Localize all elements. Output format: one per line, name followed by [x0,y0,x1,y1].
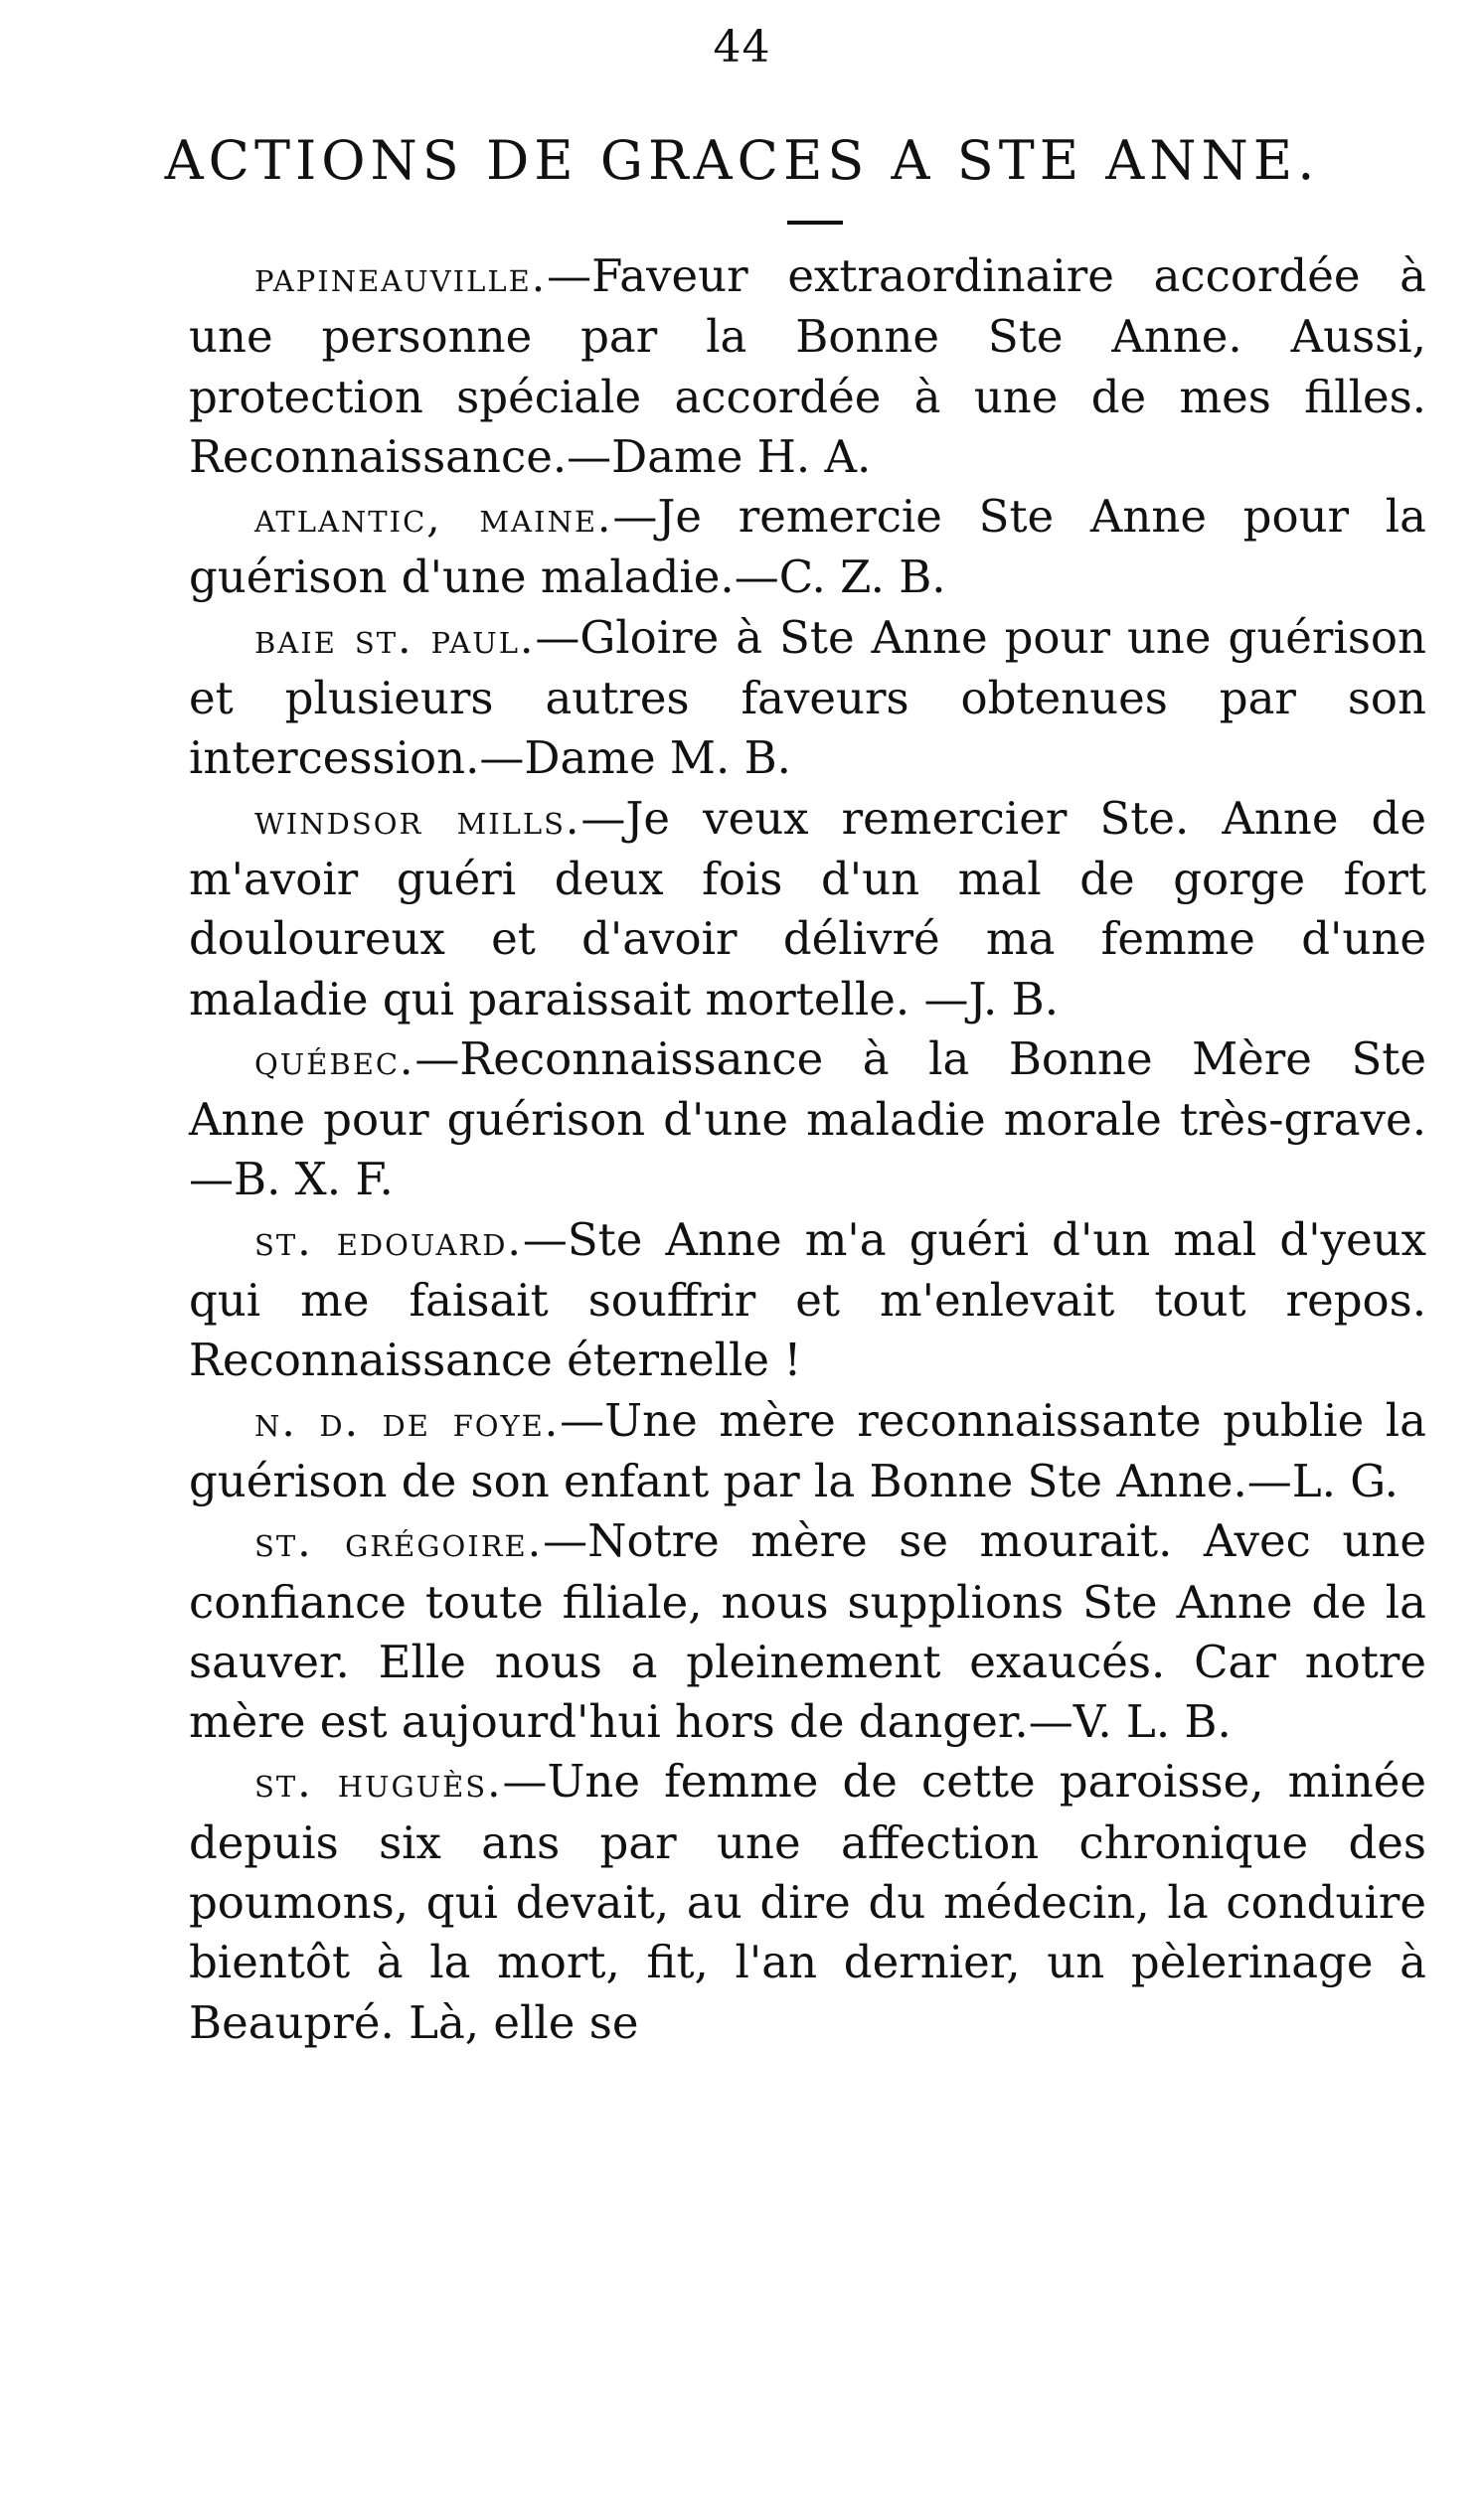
entry-text: —Faveur extraordinaire accordée à une personne par la Bonne Ste Anne. Aussi, protection spéciale accordée à une de mes filles. Reconnaissance.—Dame H. A. [189,249,1426,483]
entry-windsor-mills [189,789,1426,1029]
entry-text: —Je veux remercier Ste. Anne de m'avoir guéri deux fois d'un mal de gorge fort douloureux et d'avoir délivré ma femme d'une maladie qui paraissait mortelle. —J. B. [189,791,1426,1025]
entry-place: n. d. de foye. [254,1396,561,1446]
entry-text: —Une femme de cette paroisse, minée depuis six ans par une affection chronique des poumons, qui devait, au dire du médecin, la conduire bientôt à la mort, fit, l'an dernier, un pèlerinage à Beaupré. Là, elle se [189,1755,1426,2049]
entry-text: —Notre mère se mourait. Avec une confiance toute filiale, nous supplions Ste Anne de la sauver. Elle nous a pleinement exaucés. Car notre mère est aujourd'hui hors de danger.—V. L. B. [189,1514,1426,1749]
entry-baie-st-paul [189,608,1426,789]
entry-text: —Je remercie Ste Anne pour la guérison d'une maladie.—C. Z. B. [189,490,1426,604]
entry-place: st. edouard. [254,1215,523,1265]
entry-place: papineauville. [254,252,548,301]
page-title: ACTIONS DE GRACES A STE ANNE. [164,129,1320,192]
entry-place: st. huguès. [254,1758,503,1808]
entry-text: —Une mère reconnaissante publie la guérison de son enfant par la Bonne Ste Anne.—L. G. [189,1393,1426,1507]
entry-text: —Reconnaissance à la Bonne Mère Ste Anne pour guérison d'une maladie morale très-grave.—B. X. F. [189,1031,1426,1206]
entries-list [189,246,1426,2053]
entry-place: atlantic, maine. [254,493,613,543]
entry-place: québec. [254,1034,415,1084]
entry-text: —Ste Anne m'a guéri d'un mal d'yeux qui me faisait souffrir et m'enlevait tout repos. Reconnaissance éternelle ! [189,1212,1426,1387]
title-divider [787,221,843,225]
entry-st-edouard [189,1210,1426,1391]
entry-place: st. grégoire. [254,1517,544,1567]
entry-place: windsor mills. [254,794,581,844]
entry-st-hugues [189,1752,1426,2052]
entry-place: baie st. paul. [254,613,536,663]
entry-nd-de-foye [189,1391,1426,1512]
entry-atlantic-maine [189,487,1426,608]
entry-text: —Gloire à Ste Anne pour une guérison et plusieurs autres faveurs obtenues par son intercession.—Dame M. B. [189,610,1427,785]
entry-papineauville [189,246,1426,487]
page-number: 44 [713,22,771,73]
entry-quebec [189,1029,1426,1210]
entry-st-gregoire [189,1511,1426,1752]
